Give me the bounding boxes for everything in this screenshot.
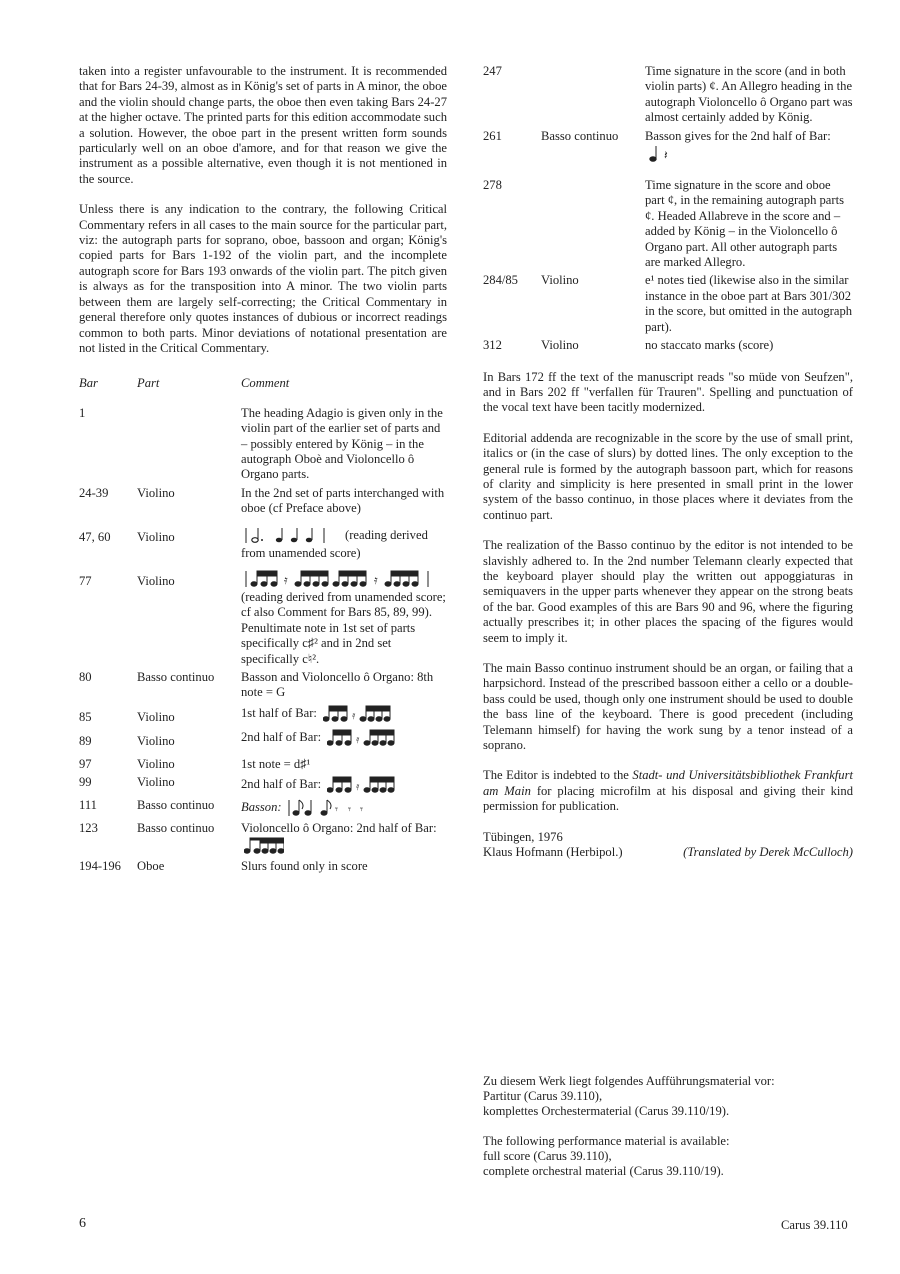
part-cell: Violino <box>137 756 175 771</box>
bar-cell: 1 <box>79 405 86 420</box>
table-row <box>483 338 853 369</box>
bar-cell: 261 <box>483 128 502 143</box>
table-row <box>79 486 447 520</box>
music-notation-icon <box>288 798 372 818</box>
intro-paragraph: taken into a register unfavourable to the instrument. It is recommended that for Bars 24-39, almost as in König's set of parts in A minor, the oboe and the violin should change parts, the oboe then even taking Bars 24-27 at the higher octave. The printed parts for this edition accommodate such a solution. However, the oboe part in the present written form sounds particularly well on an oboe d'amore, and for that reason we give the instrument as a possible alternative, even though it is not mentioned in the source. <box>79 64 447 186</box>
material-line: complete orchestral material (Carus 39.110/19). <box>483 1164 724 1179</box>
commentary-intro: Unless there is any indication to the contrary, the following Critical Commentary refers in all cases to the main source for the particular part, viz: the autograph parts for soprano, oboe, bassoon and organ; König's copied parts for Bars 1-192 of the violin part, and the incomplete autograph score for Bars 193 onwards of the violin part. The pitch given is always as for the transposition into A minor. The two violin parts between them are largely self-correcting; the Critical Commentary in general therefore only quotes instances of dubious or incorrect readings common to both parts. Minor deviations of notational presentation are not listed in the Critical Commentary. <box>79 202 447 355</box>
svg-text:𝄾: 𝄾 <box>334 804 338 817</box>
table-row <box>79 520 447 564</box>
left-column <box>79 64 447 878</box>
comment-cell: e¹ notes tied (likewise also in the similar instance in the oboe part at Bars 301/302 in the score, but omitted in the autograph part). <box>645 273 853 334</box>
instrument-paragraph: The main Basso continuo instrument should be an organ, or failing that a harpsichord. Instead of the prescribed bassoon either a cello or a double-bass could be used, though only one instrument should be used to double the bass line of the keyboard. There is good precedent (including Telemann himself) for having the work sung by a tenor instead of a soprano. <box>483 661 853 753</box>
comment-cell: In the 2nd set of parts interchanged with oboe (cf Preface above) <box>241 485 445 516</box>
part-cell <box>541 64 645 129</box>
comment-cell: Time signature in the score (and in both violin parts) ¢. An Allegro heading in the autograph Violoncello ô Organo part was almost certainly added by König. <box>645 64 853 125</box>
part-cell: Violino <box>137 485 175 500</box>
comment-cell: Basson gives for the 2nd half of Bar: <box>645 128 831 143</box>
music-notation-icon <box>648 144 676 164</box>
part-cell: Basso continuo <box>137 821 215 836</box>
place-date: Tübingen, 1976 <box>483 829 563 844</box>
table-row <box>483 129 853 178</box>
realization-paragraph: The realization of the Basso continuo by the editor is not intended to be slavishly adhered to. In the 2nd number Telemann clearly expected that the keyboard player should play the written out appoggiaturas in semiquavers in the upper parts whenever they appear on the strong beats of the bar. Good examples of this are Bars 90 and 96, where the figuring actually prescribes it; in other places the spacing of the figures would seem to imply it. <box>483 538 853 645</box>
header-part: Part <box>137 376 160 391</box>
table-row <box>79 753 447 775</box>
part-cell: Oboe <box>137 859 165 874</box>
acknowledgement-paragraph <box>483 768 853 814</box>
part-cell: Violino <box>541 273 579 288</box>
catalog-number: Carus 39.110 <box>781 1218 848 1232</box>
table-row <box>483 273 853 338</box>
music-notation-icon <box>244 526 342 546</box>
translator-credit: (Translated by Derek McCulloch) <box>683 845 853 860</box>
bar-cell: 97 <box>79 756 92 771</box>
table-row <box>79 775 447 798</box>
svg-text:𝄿: 𝄿 <box>356 781 360 794</box>
table-row <box>79 564 447 670</box>
table-row <box>79 728 447 752</box>
bar-cell: 194-196 <box>79 859 121 874</box>
music-notation-icon <box>327 728 395 748</box>
table-row <box>483 178 853 273</box>
bar-cell: 278 <box>483 178 502 193</box>
part-cell: Basso continuo <box>541 128 619 143</box>
comment-cell: 2nd half of Bar: <box>241 776 322 791</box>
music-notation-icon <box>327 775 395 795</box>
editorial-paragraph: Editorial addenda are recognizable in the score by the use of small print, italics or (in the case of slurs) by dotted lines. The only exception to the general rule is formed by the autograph bassoon part, which for reasons of clarity and simplicity is here presented in small print in the lower system of the basso continuo, in those places where it deviates from the continuo part. <box>483 430 853 522</box>
bar-cell: 284/85 <box>483 273 518 288</box>
table-row <box>79 406 447 486</box>
part-cell: Violino <box>137 709 175 724</box>
comment-cell: no staccato marks (score) <box>645 338 774 353</box>
performance-material-german <box>483 1074 775 1120</box>
bar-cell: 85 <box>79 709 92 724</box>
bar-cell: 77 <box>79 573 92 588</box>
comment-cell: Slurs found only in score <box>241 859 368 874</box>
material-line: full score (Carus 39.110), <box>483 1149 612 1164</box>
comment-cell: 1st note = d♯¹ <box>241 756 311 771</box>
table-row <box>79 821 447 859</box>
part-cell: Violino <box>541 338 579 353</box>
material-line: komplettes Orchestermaterial (Carus 39.110/19). <box>483 1104 730 1119</box>
svg-text:𝄿: 𝄿 <box>352 709 356 722</box>
bar-cell: 47, 60 <box>79 529 111 544</box>
comment-cell: 2nd half of Bar: <box>241 730 322 745</box>
header-bar: Bar <box>79 376 98 391</box>
acknowledgement-post: for placing microfilm at his disposal and giving their kind permission for publication. <box>483 783 854 814</box>
part-cell <box>137 406 241 486</box>
bar-cell: 99 <box>79 775 92 790</box>
performance-material-english <box>483 1134 730 1180</box>
svg-text:𝄿: 𝄿 <box>284 572 288 587</box>
music-notation-icon <box>244 568 440 590</box>
library-name: Stadt- und Universitätsbibliothek Frankfurt am Main <box>483 768 853 798</box>
part-cell: Violino <box>137 573 175 588</box>
svg-text:𝄽: 𝄽 <box>664 148 668 163</box>
comment-cell: The heading Adagio is given only in the violin part of the earlier set of parts and – possibly entered by König – in the autograph Oboè and Violoncello ô Organo parts. <box>241 405 443 482</box>
page-number: 6 <box>79 1216 86 1231</box>
svg-text:𝄿: 𝄿 <box>356 734 360 747</box>
table-row <box>79 704 447 728</box>
music-notation-icon <box>323 704 391 724</box>
comment-cell: Basson: <box>241 799 282 814</box>
table-row <box>483 64 853 129</box>
bar-cell: 80 <box>79 670 92 684</box>
signature-block <box>483 830 853 861</box>
bar-cell: 89 <box>79 734 92 749</box>
part-cell: Violino <box>137 775 175 790</box>
part-cell: Violino <box>137 529 175 544</box>
comment-cell: Time signature in the score and oboe part ¢, in the remaining autograph parts ¢. Headed Allabreve in the score and – added by König – in the Violoncello ô Organo part. All other autograph parts are marked Allegro. <box>645 178 844 270</box>
author-name: Klaus Hofmann (Herbipol.) <box>483 845 623 860</box>
comment-cell: (reading derived from unamended score) <box>241 527 428 560</box>
comment-cell: 1st half of Bar: <box>241 705 317 720</box>
text-note-paragraph: In Bars 172 ff the text of the manuscript reads "so müde von Seufzen", and in Bars 202 ff "verfallen für Trauren". Spelling and punctuation of the vocal text have been tacitly modernized. <box>483 369 853 415</box>
table-row <box>79 859 447 877</box>
table-row <box>79 670 447 704</box>
bar-cell: 24-39 <box>79 485 109 500</box>
bar-cell: 123 <box>79 821 98 836</box>
part-cell: Basso continuo <box>137 798 215 813</box>
part-cell: Violino <box>137 734 175 749</box>
critical-commentary-table-continued <box>483 64 853 370</box>
svg-text:𝄿: 𝄿 <box>374 572 378 587</box>
music-notation-icon <box>244 836 284 856</box>
part-cell: Basso continuo <box>137 670 215 684</box>
material-heading: Zu diesem Werk liegt folgendes Aufführungsmaterial vor: <box>483 1074 775 1088</box>
critical-commentary-table <box>79 376 447 878</box>
svg-text:𝄾: 𝄾 <box>359 804 363 817</box>
material-line: Partitur (Carus 39.110), <box>483 1089 603 1104</box>
bar-cell: 111 <box>79 798 97 813</box>
bar-cell: 247 <box>483 64 502 78</box>
part-cell <box>541 178 645 273</box>
comment-cell: Violoncello ô Organo: 2nd half of Bar: <box>241 821 437 836</box>
header-comment: Comment <box>241 376 290 391</box>
acknowledgement-pre: The Editor is indebted to the <box>483 768 629 783</box>
table-header <box>79 376 447 405</box>
comment-cell: Basson and Violoncello ô Organo: 8th note = G <box>241 670 434 700</box>
table-row <box>79 798 447 821</box>
bar-cell: 312 <box>483 338 502 353</box>
material-heading: The following performance material is available: <box>483 1134 730 1148</box>
comment-cell: (reading derived from unamended score; cf also Comment for Bars 85, 89, 99). Penultimate note in 1st set of parts specifically c♯² and in 2nd set specifically c♮². <box>241 589 446 666</box>
svg-text:𝄾: 𝄾 <box>347 804 351 817</box>
right-column <box>483 64 853 860</box>
